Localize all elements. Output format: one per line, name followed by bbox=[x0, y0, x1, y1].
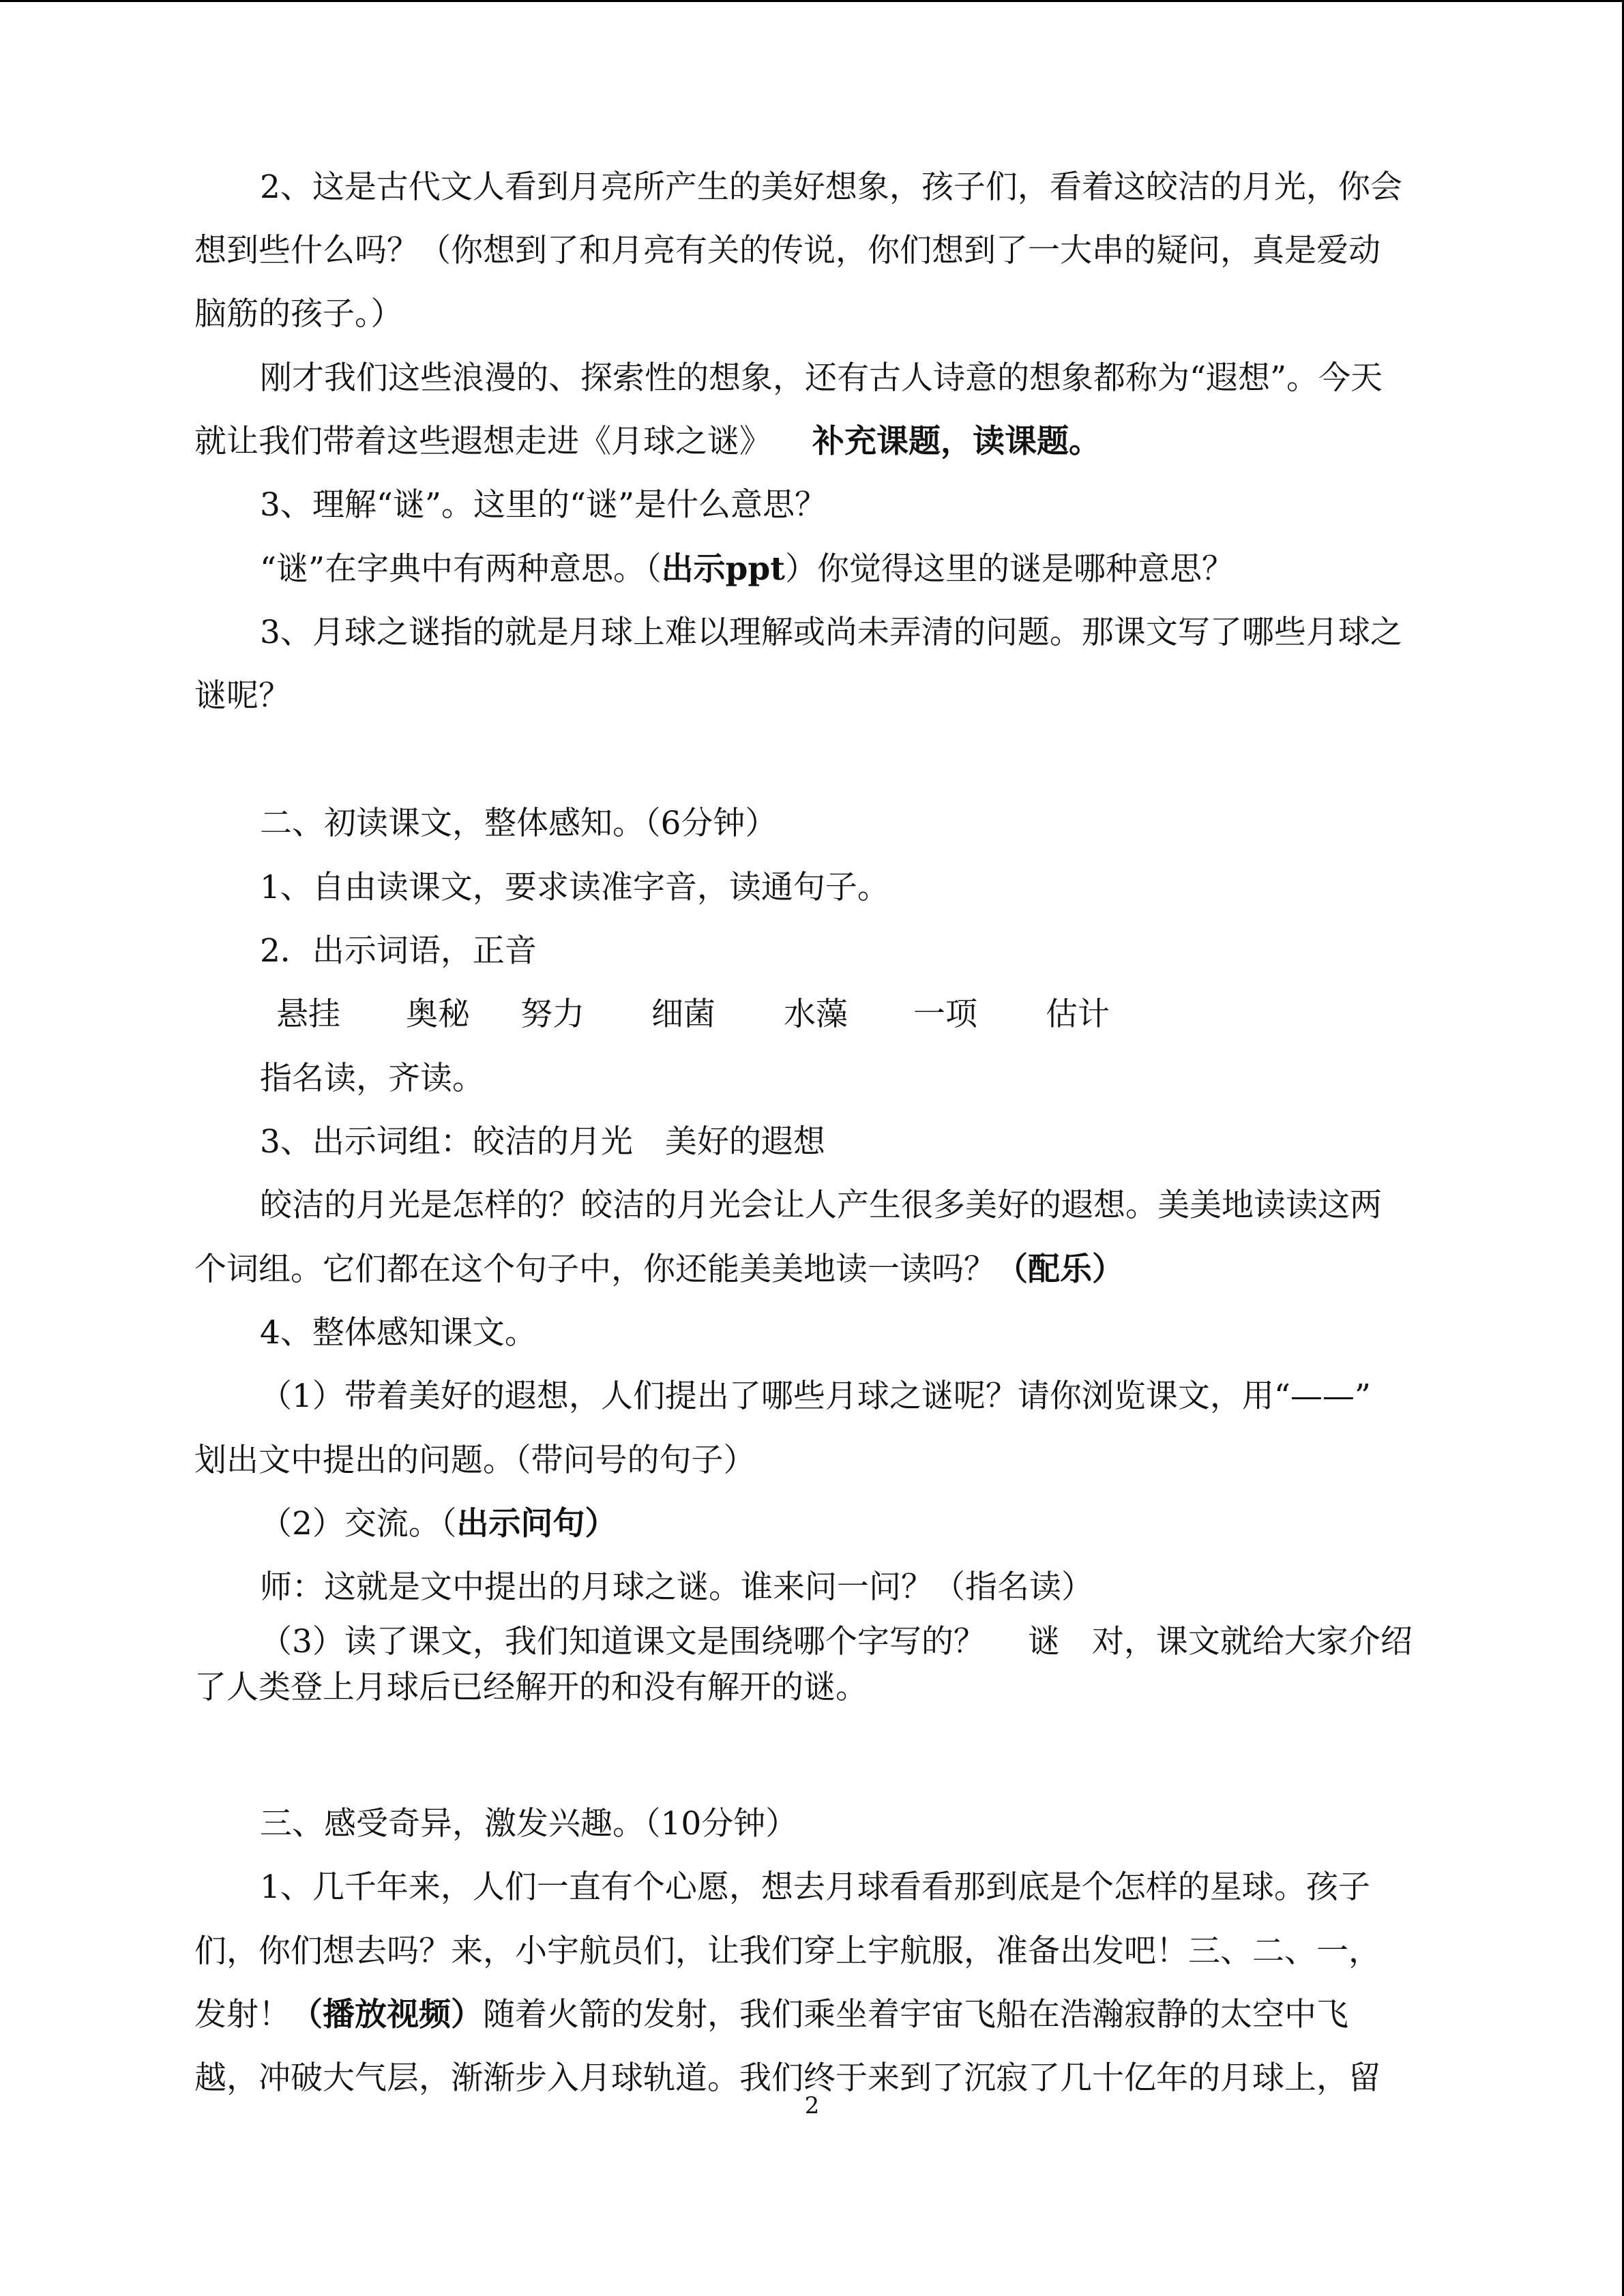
paragraph-line: 3、出示词组：皎洁的月光 美好的遐想 bbox=[260, 1123, 825, 1161]
vocabulary-list bbox=[276, 994, 1110, 1035]
text-run: （2）交流。（ bbox=[260, 1505, 457, 1542]
paragraph-line: 皎洁的月光是怎样的？皎洁的月光会让人产生很多美好的遐想。美美地读读这两 bbox=[260, 1187, 1382, 1224]
paragraph-line: 们，你们想去吗？来，小宇航员们，让我们穿上宇航服，准备出发吧！三、二、一， bbox=[194, 1933, 1381, 1970]
vocab-word: 悬挂 bbox=[276, 996, 340, 1033]
paragraph-line: 指名读，齐读。 bbox=[260, 1060, 484, 1097]
bold-instruction: 出示问句） bbox=[456, 1505, 617, 1542]
vocab-word: 水藻 bbox=[784, 996, 848, 1033]
vocab-word: 细菌 bbox=[651, 996, 715, 1033]
paragraph-line: 了人类登上月球后已经解开的和没有解开的谜。 bbox=[194, 1669, 868, 1706]
bold-instruction: 出示ppt bbox=[661, 550, 785, 588]
paragraph-line: 脑筋的孩子。） bbox=[194, 295, 403, 333]
paragraph-line: 3、月球之谜指的就是月球上难以理解或尚未弄清的问题。那课文写了哪些月球之 bbox=[260, 614, 1402, 651]
paragraph-line bbox=[260, 549, 1234, 590]
vocab-word: 努力 bbox=[520, 996, 585, 1033]
bold-instruction: （配乐） bbox=[996, 1251, 1124, 1288]
page-number: 2 bbox=[804, 2092, 820, 2119]
paragraph-line bbox=[194, 421, 1101, 462]
page-border-top bbox=[0, 0, 1624, 2]
vocab-word: 奥秘 bbox=[406, 996, 470, 1033]
paragraph-line: 划出文中提出的问题。（带问号的句子） bbox=[194, 1442, 756, 1479]
vocab-word: 估计 bbox=[1046, 996, 1110, 1033]
paragraph-line: （1）带着美好的遐想，人们提出了哪些月球之谜呢？请你浏览课文，用“——” bbox=[260, 1377, 1371, 1415]
section-heading: 二、初读课文，整体感知。（6分钟） bbox=[260, 805, 778, 842]
section-heading: 三、感受奇异，激发兴趣。（10分钟） bbox=[260, 1805, 798, 1843]
paragraph-line: 2、这是古代文人看到月亮所产生的美好想象，孩子们，看着这皎洁的月光，你会 bbox=[260, 168, 1402, 206]
text-run: 随着火箭的发射，我们乘坐着宇宙飞船在浩瀚寂静的太空中飞 bbox=[483, 1996, 1348, 2033]
paragraph-line: （3）读了课文，我们知道课文是围绕哪个字写的？ 谜 对，课文就给大家介绍 bbox=[260, 1623, 1413, 1660]
paragraph-line bbox=[260, 1504, 617, 1545]
paragraph-line: 越，冲破大气层，渐渐步入月球轨道。我们终于来到了沉寂了几十亿年的月球上，留 bbox=[194, 2059, 1381, 2097]
paragraph-line: 刚才我们这些浪漫的、探索性的想象，还有古人诗意的想象都称为“遐想”。今天 bbox=[260, 359, 1383, 397]
paragraph-line: 1、自由读课文，要求读准字音，读通句子。 bbox=[260, 869, 889, 906]
paragraph-line: 4、整体感知课文。 bbox=[260, 1314, 537, 1352]
text-run: “谜”在字典中有两种意思。（ bbox=[260, 550, 662, 588]
bold-instruction: （播放视频） bbox=[291, 1996, 483, 2033]
text-run: 个词组。它们都在这个句子中，你还能美美地读一读吗？ bbox=[194, 1251, 996, 1288]
paragraph-line: 3、理解“谜”。这里的“谜”是什么意思？ bbox=[260, 486, 827, 524]
paragraph-line: 想到些什么吗？（你想到了和月亮有关的传说，你们想到了一大串的疑问，真是爱动 bbox=[194, 232, 1381, 269]
paragraph-line bbox=[194, 1249, 1124, 1290]
paragraph-line bbox=[194, 1995, 1348, 2036]
paragraph-line: 谜呢？ bbox=[194, 677, 291, 715]
text-run: ）你觉得这里的谜是哪种意思？ bbox=[785, 550, 1234, 588]
paragraph-line: 师：这就是文中提出的月球之谜。谁来问一问？（指名读） bbox=[260, 1568, 1093, 1606]
bold-instruction: 补充课题，读课题。 bbox=[812, 423, 1101, 460]
vocab-word: 一项 bbox=[913, 996, 977, 1033]
text-run: 发射！ bbox=[194, 1996, 291, 2033]
paragraph-line: 1、几千年来，人们一直有个心愿，想去月球看看那到底是个怎样的星球。孩子 bbox=[260, 1868, 1370, 1906]
text-run: 就让我们带着这些遐想走进《月球之谜》 bbox=[194, 423, 771, 460]
paragraph-line: 2．出示词语，正音 bbox=[260, 932, 537, 970]
